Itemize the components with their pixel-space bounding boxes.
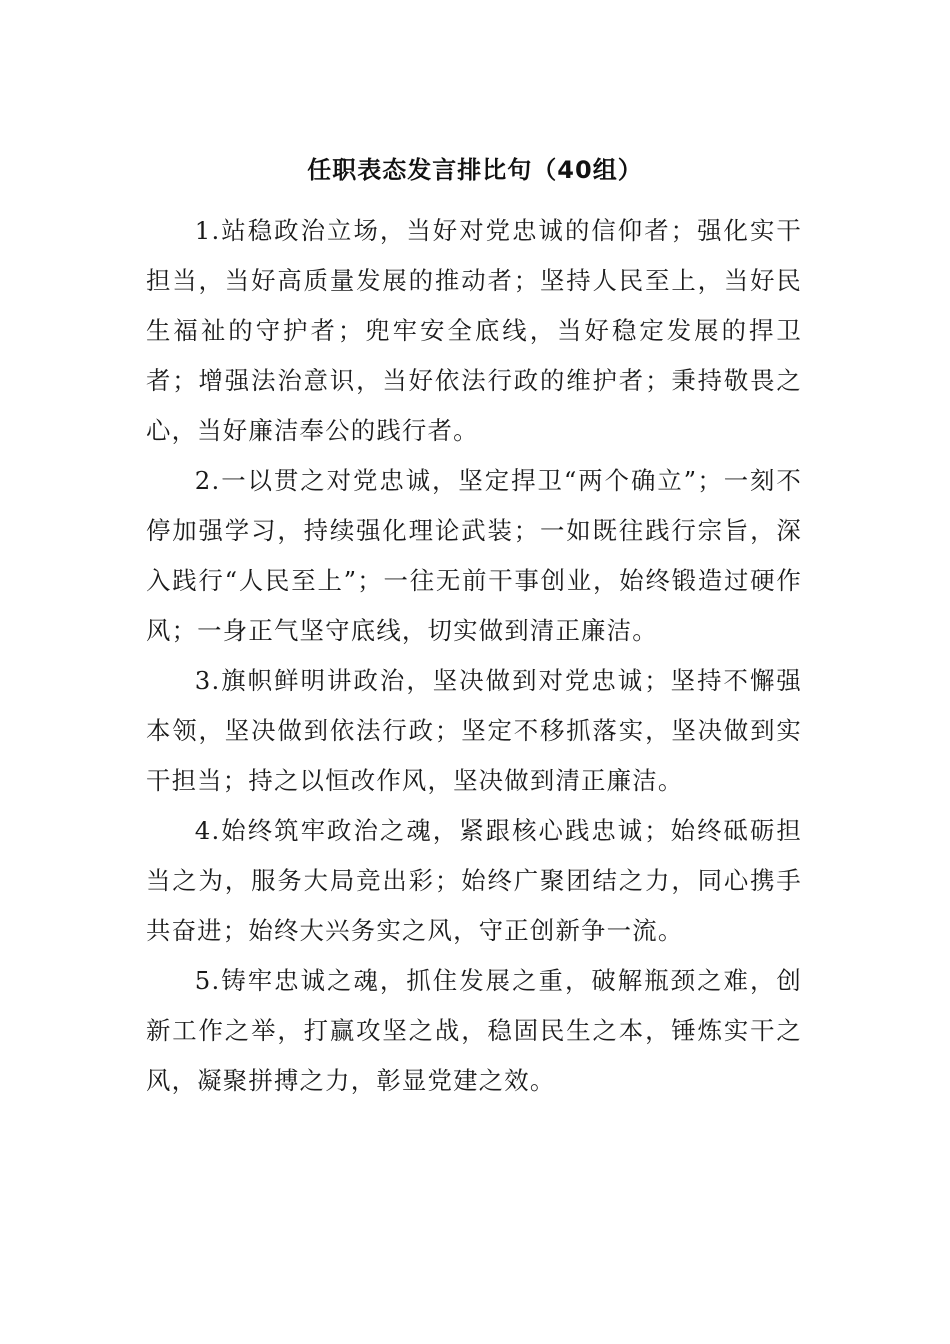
paragraph-4: 4.始终筑牢政治之魂，紧跟核心践忠诚；始终砥砺担当之为，服务大局竞出彩；始终广聚团结之力，同心携手共奋进；始终大兴务实之风，守正创新争一流。 (146, 816, 802, 945)
document-body (146, 206, 802, 1106)
paragraph-1: 1.站稳政治立场，当好对党忠诚的信仰者；强化实干担当，当好高质量发展的推动者；坚持人民至上，当好民生福祉的守护者；兜牢安全底线，当好稳定发展的捍卫者；增强法治意识，当好依法行政的维护者；秉持敬畏之心，当好廉洁奉公的践行者。 (146, 216, 802, 445)
paragraph-2: 2.一以贯之对党忠诚，坚定捍卫“两个确立”；一刻不停加强学习，持续强化理论武装；一如既往践行宗旨，深入践行“人民至上”；一往无前干事创业，始终锻造过硬作风；一身正气坚守底线，切实做到清正廉洁。 (146, 466, 802, 645)
paragraph-3: 3.旗帜鲜明讲政治，坚决做到对党忠诚；坚持不懈强本领，坚决做到依法行政；坚定不移抓落实，坚决做到实干担当；持之以恒改作风，坚决做到清正廉洁。 (146, 666, 802, 795)
document-title: 任职表态发言排比句（40组） (307, 156, 643, 184)
paragraph-5: 5.铸牢忠诚之魂，抓住发展之重，破解瓶颈之难，创新工作之举，打赢攻坚之战，稳固民生之本，锤炼实干之风，凝聚拼搏之力，彰显党建之效。 (146, 966, 802, 1095)
